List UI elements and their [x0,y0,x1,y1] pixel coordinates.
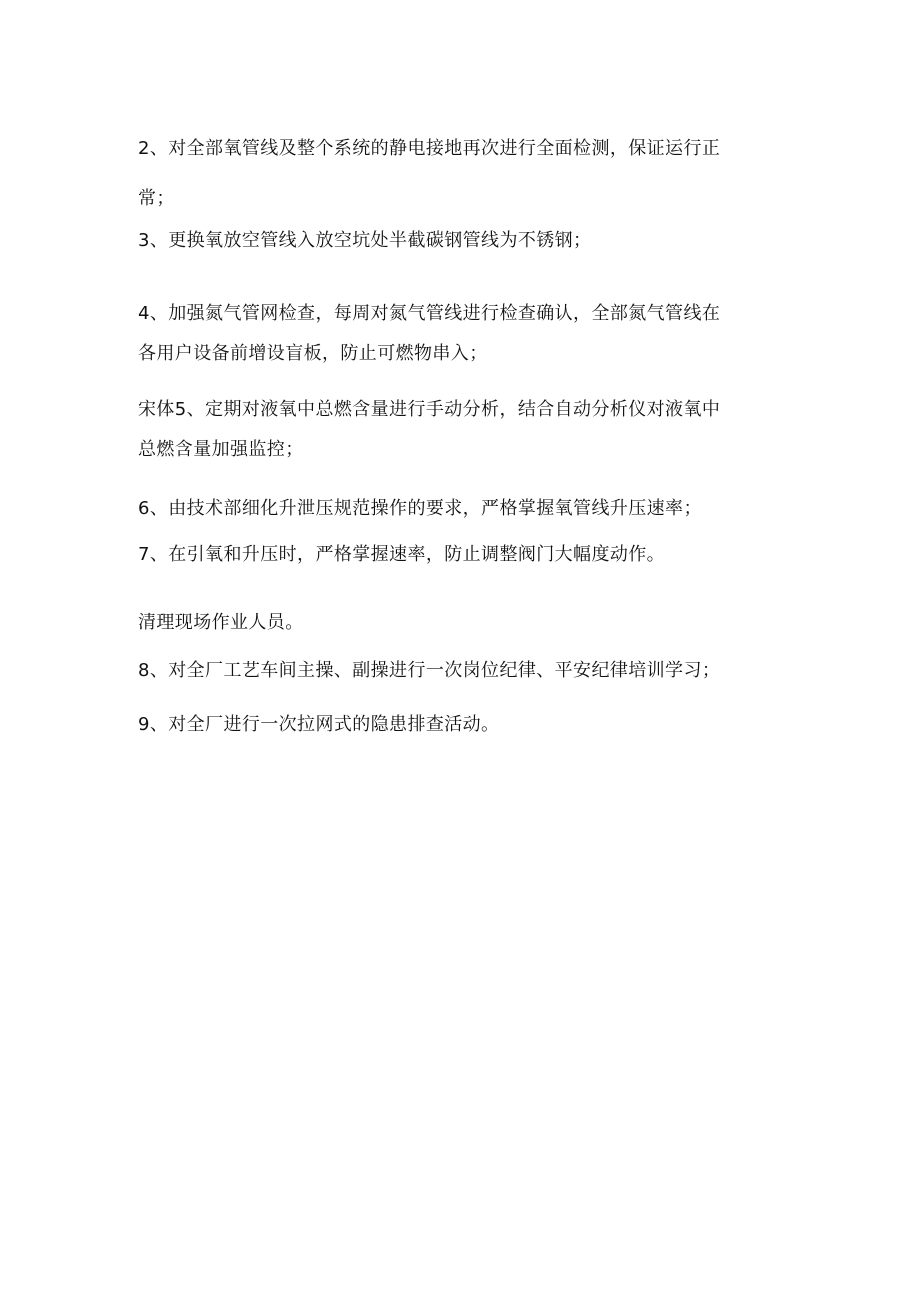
paragraph-item-9 [138,712,788,737]
paragraph-line: 常； [138,188,175,209]
paragraph-line: 3、更换氧放空管线入放空坑处半截碳钢管线为不锈钢； [138,230,592,251]
paragraph-line: 8、对全厂工艺车间主操、副操进行一次岗位纪律、平安纪律培训学习； [138,660,721,681]
paragraph-line: 9、对全厂进行一次拉网式的隐患排查活动。 [138,714,500,735]
paragraph-item-3 [138,228,788,253]
paragraph-line: 各用户设备前增设盲板，防止可燃物串入； [138,343,488,364]
paragraph-line: 7、在引氧和升压时，严格掌握速率，防止调整阀门大幅度动作。 [138,544,666,565]
paragraph-item-6 [138,496,788,521]
paragraph-item-4 [138,294,788,374]
paragraph-line: 6、由技术部细化升泄压规范操作的要求，严格掌握氧管线升压速率； [138,498,702,519]
paragraph-item-2 [138,124,788,224]
paragraph-item-8 [138,658,788,683]
paragraph-item-7 [138,542,788,567]
paragraph-item-5 [138,390,788,470]
paragraph-cleanup [138,610,788,635]
paragraph-line: 总燃含量加强监控； [138,439,304,460]
paragraph-line: 宋体5、定期对液氧中总燃含量进行手动分析，结合自动分析仪对液氧中 [138,399,721,420]
paragraph-line: 2、对全部氧管线及整个系统的静电接地再次进行全面检测，保证运行正 [138,138,721,159]
paragraph-line: 4、加强氮气管网检查，每周对氮气管线进行检查确认，全部氮气管线在 [138,303,721,324]
paragraph-line: 清理现场作业人员。 [138,612,304,633]
